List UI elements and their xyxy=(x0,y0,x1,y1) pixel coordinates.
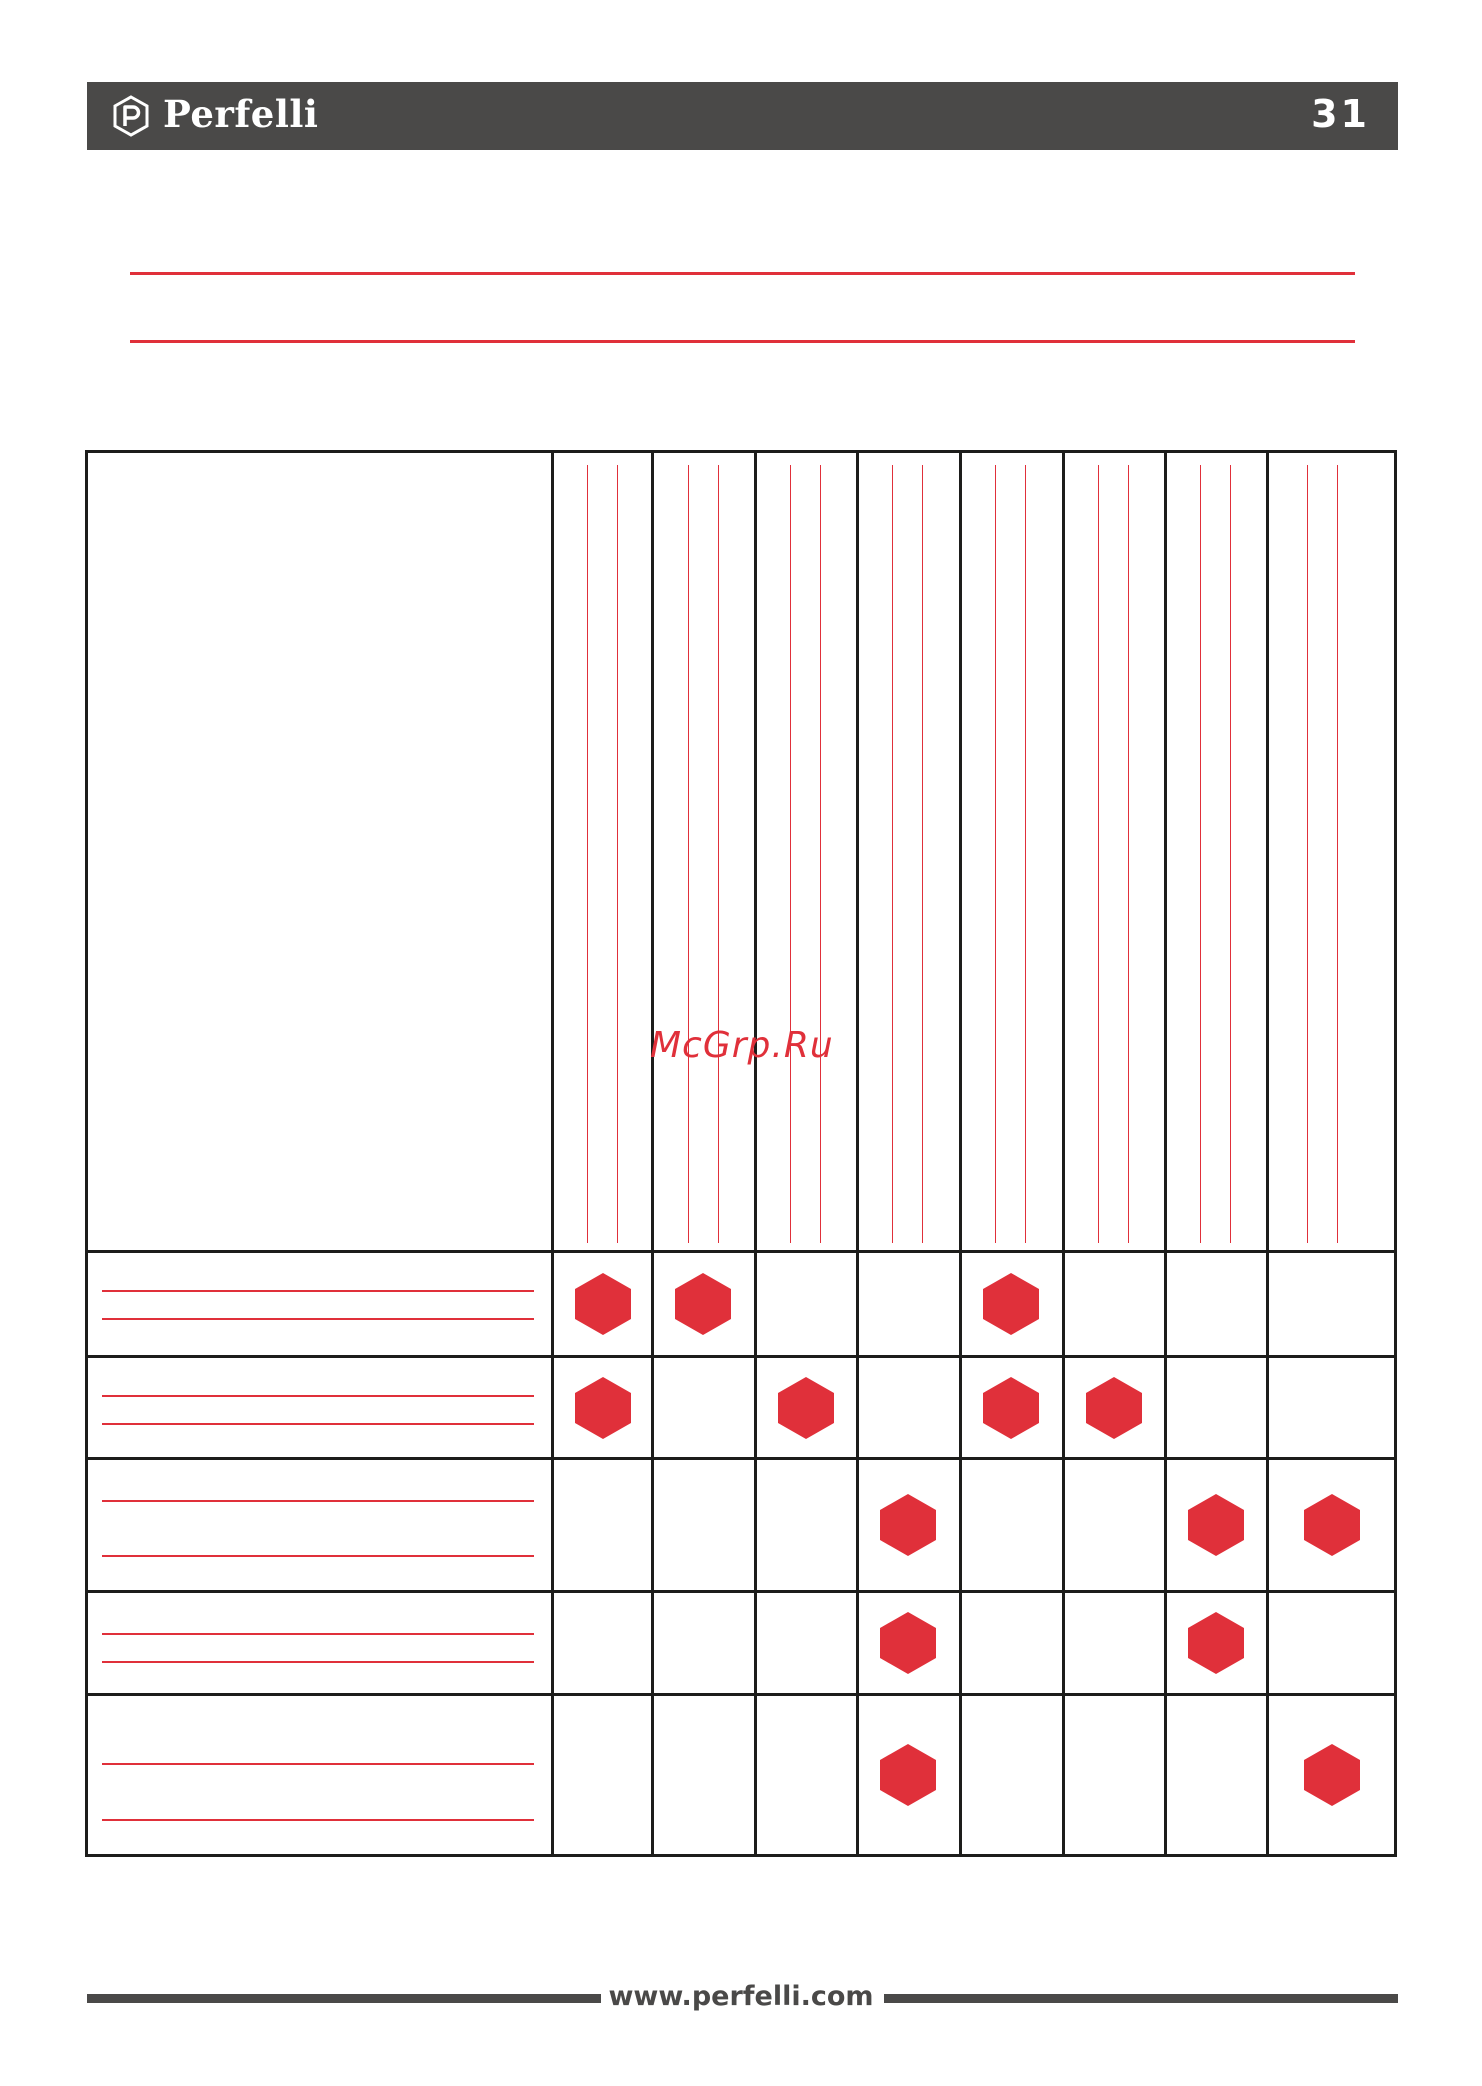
red-hexagon-icon xyxy=(673,1272,733,1336)
column-header-rule xyxy=(1200,465,1201,1243)
footer-rule-left xyxy=(87,1994,601,2003)
red-hexagon-icon xyxy=(1186,1611,1246,1675)
column-header-rule xyxy=(820,465,821,1243)
row-label-rule xyxy=(102,1500,534,1502)
row-label-rule xyxy=(102,1318,534,1320)
grid-line-vertical xyxy=(1266,450,1269,1857)
column-header-rule xyxy=(688,465,689,1243)
row-label-rule xyxy=(102,1633,534,1635)
red-hexagon-icon xyxy=(981,1376,1041,1440)
grid-line-horizontal xyxy=(85,1693,1397,1696)
row-label-rule xyxy=(102,1661,534,1663)
grid-line-horizontal xyxy=(85,1854,1397,1857)
grid-line-vertical xyxy=(754,450,757,1857)
footer-rule-right xyxy=(884,1994,1398,2003)
grid-line-horizontal xyxy=(85,1355,1397,1358)
red-hexagon-icon xyxy=(573,1376,633,1440)
column-header-rule xyxy=(790,465,791,1243)
column-header-rule xyxy=(892,465,893,1243)
red-hexagon-icon xyxy=(878,1493,938,1557)
column-header-rule xyxy=(1307,465,1308,1243)
red-hexagon-icon xyxy=(1302,1743,1362,1807)
row-label-rule xyxy=(102,1423,534,1425)
column-header-rule xyxy=(617,465,618,1243)
red-hexagon-icon xyxy=(878,1743,938,1807)
grid-line-vertical xyxy=(1394,450,1397,1857)
grid-line-vertical xyxy=(1062,450,1065,1857)
grid-line-vertical xyxy=(85,450,88,1857)
red-hexagon-icon xyxy=(1302,1493,1362,1557)
column-header-rule xyxy=(587,465,588,1243)
row-label-rule xyxy=(102,1819,534,1821)
column-header-rule xyxy=(1098,465,1099,1243)
column-header-rule xyxy=(1337,465,1338,1243)
row-label-rule xyxy=(102,1555,534,1557)
red-hexagon-icon xyxy=(1084,1376,1144,1440)
footer-url: www.perfelli.com xyxy=(608,1981,874,2012)
column-header-rule xyxy=(718,465,719,1243)
grid-line-vertical xyxy=(1164,450,1167,1857)
brand-name: Perfelli xyxy=(163,92,319,136)
column-header-rule xyxy=(1025,465,1026,1243)
column-header-rule xyxy=(1230,465,1231,1243)
red-hexagon-icon xyxy=(1186,1493,1246,1557)
watermark: McGrp.Ru xyxy=(650,1025,834,1066)
grid-line-vertical xyxy=(551,450,554,1857)
red-hexagon-icon xyxy=(878,1611,938,1675)
red-hexagon-icon xyxy=(981,1272,1041,1336)
grid-line-horizontal xyxy=(85,450,1397,453)
column-header-rule xyxy=(1128,465,1129,1243)
row-label-rule xyxy=(102,1763,534,1765)
red-hexagon-icon xyxy=(776,1376,836,1440)
grid-line-vertical xyxy=(651,450,654,1857)
row-label-rule xyxy=(102,1290,534,1292)
grid-line-vertical xyxy=(959,450,962,1857)
grid-line-horizontal xyxy=(85,1250,1397,1253)
grid-line-horizontal xyxy=(85,1457,1397,1460)
red-hexagon-icon xyxy=(573,1272,633,1336)
grid-line-vertical xyxy=(856,450,859,1857)
grid-line-horizontal xyxy=(85,1590,1397,1593)
row-label-rule xyxy=(102,1395,534,1397)
page-number: 31 xyxy=(1311,92,1370,136)
column-header-rule xyxy=(922,465,923,1243)
column-header-rule xyxy=(995,465,996,1243)
